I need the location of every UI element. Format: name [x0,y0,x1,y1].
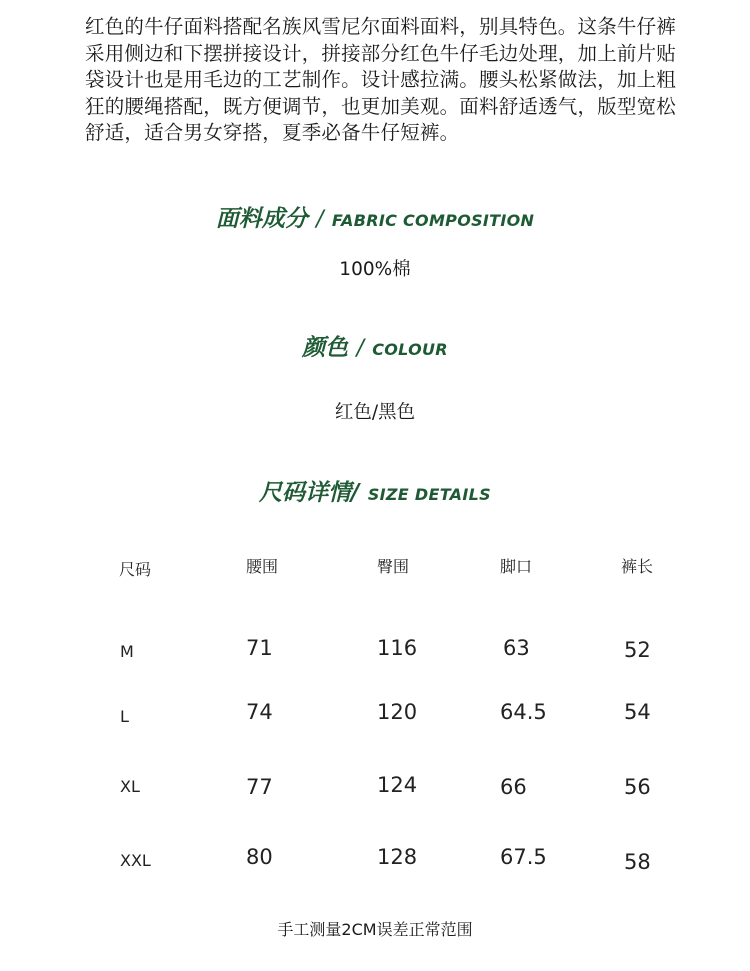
fabric-heading-slash: / [316,207,324,232]
colour-heading-slash: / [356,336,364,361]
size-row-l-waist: 74 [246,700,273,724]
fabric-heading-cn: 面料成分 [215,206,308,232]
size-row-m-waist: 71 [246,636,273,660]
colour-value: 红色/黑色 [334,402,416,423]
size-row-xl-leg-opening: 66 [500,775,527,799]
size-row-xxl-size: XXL [120,851,151,870]
size-row-m-length: 52 [624,638,651,662]
fabric-composition-value: 100%棉 [339,259,411,280]
size-header-leg-opening: 脚口 [500,557,533,576]
size-header-size: 尺码 [119,560,152,579]
size-row-xxl-waist: 80 [246,845,273,869]
measurement-note: 手工测量2CM误差正常范围 [277,920,473,939]
size-row-m-leg-opening: 63 [503,636,530,660]
size-header-waist: 腰围 [246,557,279,576]
product-description: 红色的牛仔面料搭配名族风雪尼尔面料面料，别具特色。这条牛仔裤采用侧边和下摆拼接设计，拼接部分红色牛仔毛边处理，加上前片贴袋设计也是用毛边的工艺制作。设计感拉满。腰头松紧做法，加上粗狂的腰绳搭配，既方便调节，也更加美观。面料舒适透气，版型宽松舒适，适合男女穿搭，夏季必备牛仔短裤。 [85,15,677,144]
colour-heading-cn: 颜色 [302,335,349,361]
fabric-heading-en: FABRIC COMPOSITION [331,211,535,230]
size-row-xxl-length: 58 [624,850,651,874]
size-row-xl-hip: 124 [377,773,418,797]
size-header-length: 裤长 [621,557,654,576]
size-row-l-leg-opening: 64.5 [500,700,547,724]
size-row-l-hip: 120 [377,700,418,724]
size-row-xxl-leg-opening: 67.5 [500,845,547,869]
size-heading-cn: 尺码详情/ [259,480,360,506]
size-row-l-size: L [120,707,129,726]
size-row-xxl-hip: 128 [377,845,418,869]
colour-heading-en: COLOUR [372,340,448,359]
size-row-xl-waist: 77 [246,775,273,799]
size-heading-en: SIZE DETAILS [367,485,491,504]
size-row-l-length: 54 [624,700,651,724]
size-row-xl-size: XL [120,777,140,796]
size-row-xl-length: 56 [624,775,651,799]
size-row-m-hip: 116 [377,636,418,660]
size-header-hip: 臀围 [377,557,410,576]
size-row-m-size: M [120,642,134,661]
